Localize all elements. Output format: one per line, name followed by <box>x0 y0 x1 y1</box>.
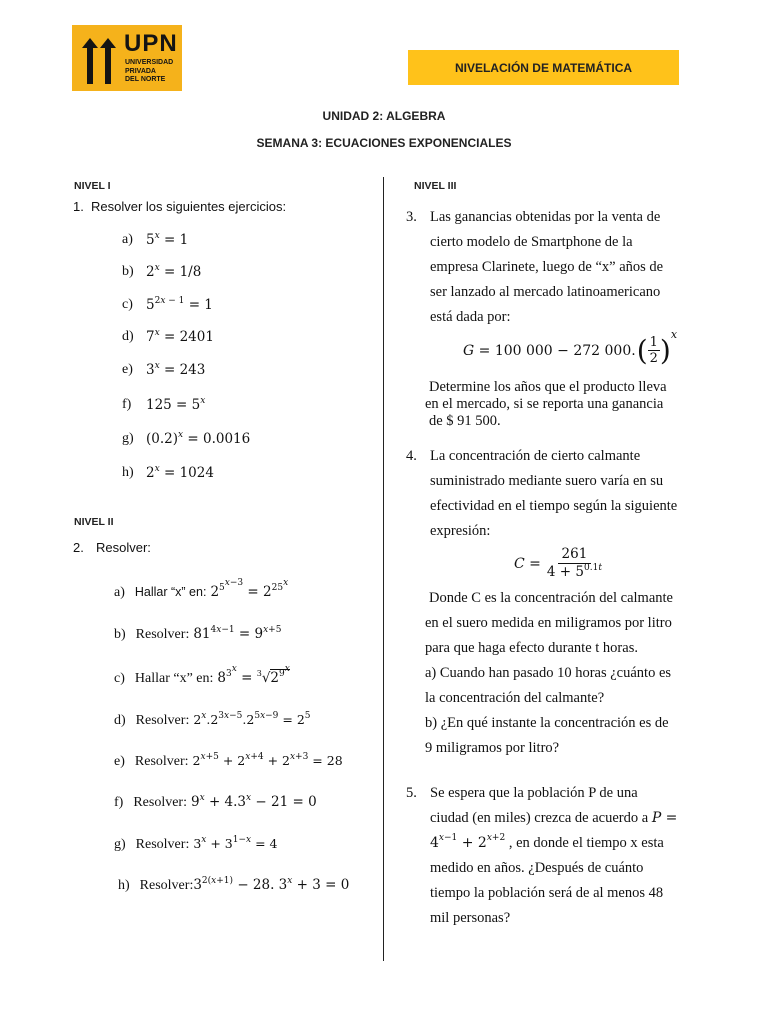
n1-equation-g: $(0.2)^x = 0.0016$ <box>146 429 251 447</box>
upn-arrows-icon <box>80 34 118 84</box>
n2-item-a: a) Hallar “x” en: $2^{5^{x-3}} = 2^{25^x}$ <box>114 577 289 600</box>
n2-item-f: f) Resolver: $9^x + 4.3^x - 21 = 0$ <box>114 792 317 810</box>
problem-4-number: 4. <box>406 448 417 464</box>
problem-4-formula: C = $\frac{261}{4 + 5^{0.1t}}$ <box>514 546 602 580</box>
n2-equation-c: $8^{3^x} = ^3√2^{9^x}$ <box>217 663 290 686</box>
n1-equation-f: $125 = 5^x$ <box>146 395 206 413</box>
n2-equation-h: $3^{2(x+1)} - 28$. $3^x + 3 = 0$ <box>193 875 350 893</box>
logo-subtitle: UNIVERSIDAD PRIVADA DEL NORTE <box>125 59 174 83</box>
column-divider <box>383 177 384 961</box>
n1-item-letter: g) <box>122 431 134 446</box>
exercise-2-number: 2. <box>73 540 84 555</box>
nivel-1-heading: NIVEL I <box>74 180 111 192</box>
problem-4-question: Donde C es la concentración del calmante en el suero medida en miligramos por litro para que haga efecto durante t horas. a) Cuando han pasado 10 horas ¿cuánto es la concentración del calmante? b) ¿En qué instante la concentración es de 9 miligramos por litro? <box>425 590 673 756</box>
n2-equation-e: $2^{x+5} + 2^{x+4} + 2^{x+3} = 28$ <box>192 751 343 768</box>
n1-item-letter: b) <box>122 264 134 279</box>
n1-item-letter: f) <box>122 397 132 412</box>
n1-item-letter: h) <box>122 465 134 480</box>
exercise-1-instruction: Resolver los siguientes ejercicios: <box>91 199 287 214</box>
n2-item-e: e) Resolver: $2^{x+5} + 2^{x+4} + 2^{x+3} = 28$ <box>114 751 343 769</box>
n2-equation-d: $2^x.2^{3x-5}.2^{5x-9} = 2^5$ <box>193 710 311 727</box>
logo-brand: UPN <box>124 30 178 57</box>
exercise-1-number: 1. <box>73 199 84 214</box>
problem-5-text: Se espera que la población P de una ciudad (en miles) crezca de acuerdo a P = $4^{x-1} + 2^{x+2}$ , en donde el tiempo x esta medido en años. ¿Después de cuánto tiempo la población será de al menos 48 mil personas? <box>430 785 678 926</box>
n1-item-letter: d) <box>122 329 134 344</box>
n1-equation-b: $2^x = 1/8$ <box>146 262 202 280</box>
n2-item-b: b) Resolver: $81^{4x-1} = 9^{x+5}$ <box>114 624 282 642</box>
n1-equation-e: $3^x = 243$ <box>146 360 206 378</box>
n2-item-c: c) Hallar “x” en: $8^{3^x} = ^3√2^{9^x}$ <box>114 663 290 686</box>
n1-equation-h: $2^x = 1024$ <box>146 463 214 481</box>
problem-3-question: Determine los años que el producto lleva en el mercado, si se reporta una ganancia de $ 91 500. <box>425 379 667 429</box>
n2-equation-b: $81^{4x-1} = 9^{x+5}$ <box>193 624 282 642</box>
n1-equation-a: $5^x = 1$ <box>146 230 189 248</box>
nivel-2-heading: NIVEL II <box>74 516 114 528</box>
problem-5-number: 5. <box>406 785 417 801</box>
problem-3-text: Las ganancias obtenidas por la venta de cierto modelo de Smartphone de la empresa Clarinete, luego de “x” años de ser lanzado al mercado latinoamericano está dada por: <box>430 209 664 325</box>
n1-item-letter: e) <box>122 362 133 377</box>
problem-4-text: La concentración de cierto calmante suministrado mediante suero varía en su efectividad en el tiempo según la siguiente expresión: <box>430 448 678 539</box>
week-title: SEMANA 3: ECUACIONES EXPONENCIALES <box>256 136 512 150</box>
n2-equation-f: $9^x + 4.3^x - 21 = 0$ <box>190 792 317 810</box>
course-banner: NIVELACIÓN DE MATEMÁTICA <box>408 50 679 85</box>
unit-title: UNIDAD 2: ALGEBRA <box>322 109 446 123</box>
exercise-2-instruction: Resolver: <box>96 540 151 555</box>
n2-item-h: h) $Resolver:3^{2(x+1)} - 28$. $3^x + 3 = 0$ <box>118 875 350 893</box>
n1-item-letter: a) <box>122 232 133 247</box>
n2-equation-g: $3^x + 3^{1-x} = 4$ <box>193 834 278 851</box>
upn-logo <box>72 25 182 91</box>
n2-item-g: g) Resolver: $3^x + 3^{1-x} = 4$ <box>114 834 278 852</box>
n1-item-letter: c) <box>122 297 133 312</box>
problem-3-number: 3. <box>406 209 417 225</box>
nivel-3-heading: NIVEL III <box>414 180 457 192</box>
problem-3-formula: G = 100 000 − 272 000. ( 1 2 ) x <box>463 328 678 367</box>
n2-item-d: d) Resolver: $2^x.2^{3x-5}.2^{5x-9} = 2^5$ <box>114 710 311 728</box>
n2-equation-a: $2^{5^{x-3}} = 2^{25^x}$ <box>210 577 289 600</box>
n1-equation-c: $5^{2x - 1} = 1$ <box>146 295 213 313</box>
n1-equation-d: $7^x = 2401$ <box>146 327 214 345</box>
